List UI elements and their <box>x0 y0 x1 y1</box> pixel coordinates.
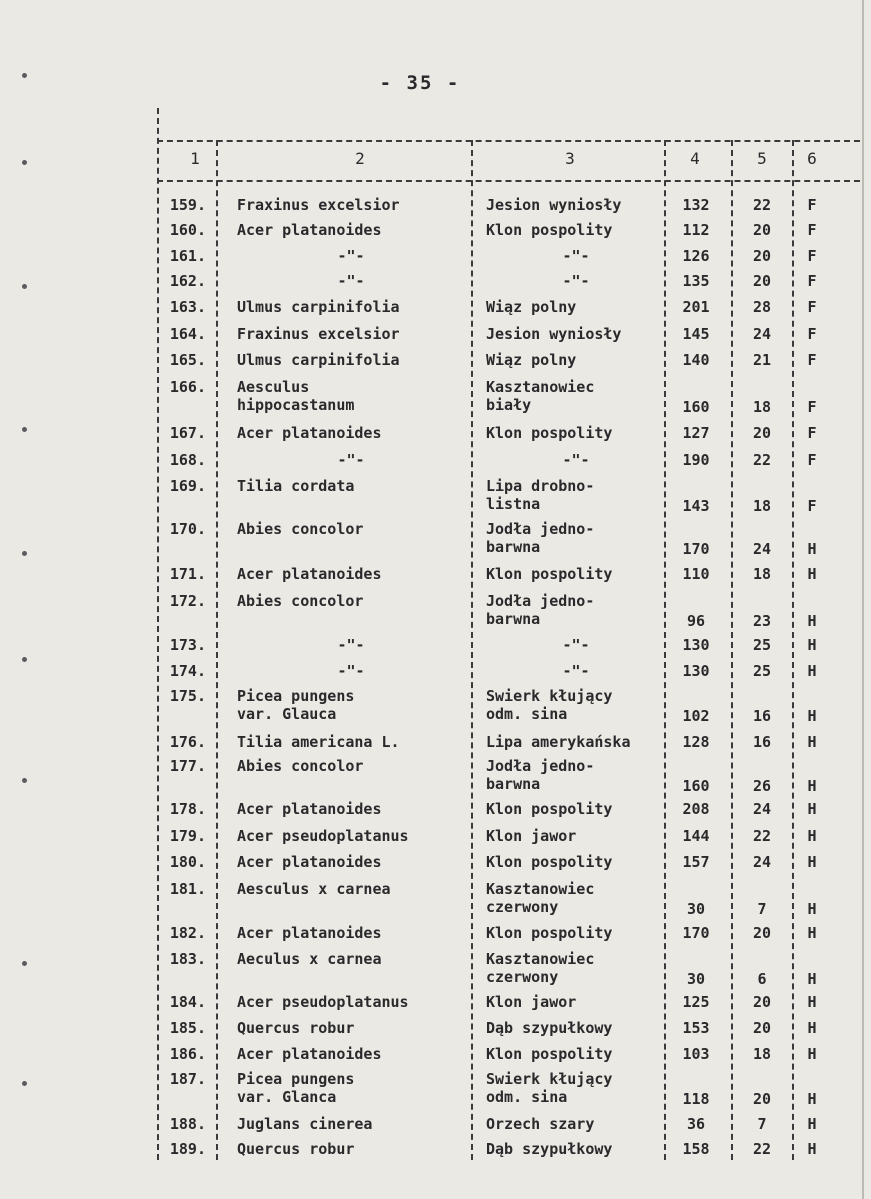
polish-name: Klon pospolity <box>486 221 613 239</box>
row-number: 169. <box>169 477 206 495</box>
latin-name: Acer platanoides <box>237 424 382 442</box>
column-6-value: H <box>807 1090 817 1108</box>
column-4-value: 135 <box>682 272 710 290</box>
column-header-4: 4 <box>690 149 700 168</box>
column-header-5: 5 <box>757 149 767 168</box>
header-top-rule <box>157 140 860 142</box>
column-4-value: 158 <box>682 1140 710 1158</box>
binder-hole <box>22 73 27 78</box>
column-5-value: 7 <box>757 900 767 918</box>
row-number: 172. <box>169 592 206 610</box>
column-5-value: 7 <box>757 1115 767 1133</box>
latin-name: Picea pungens var. Glanca <box>237 1070 355 1106</box>
latin-name: Acer platanoides <box>237 1045 382 1063</box>
latin-name: Tilia americana L. <box>237 733 400 751</box>
latin-name: Ulmus carpinifolia <box>237 351 400 369</box>
column-4-value: 126 <box>682 247 710 265</box>
latin-name: Ulmus carpinifolia <box>237 298 400 316</box>
row-number: 167. <box>169 424 206 442</box>
column-4-value: 103 <box>682 1045 710 1063</box>
row-number: 170. <box>169 520 206 538</box>
column-5-value: 20 <box>752 424 772 442</box>
column-6-value: H <box>807 565 817 583</box>
polish-name: Kasztanowiec czerwony <box>486 880 595 916</box>
column-rule <box>471 140 473 1160</box>
column-4-value: 144 <box>682 827 710 845</box>
column-6-value: F <box>807 451 817 469</box>
column-6-value: H <box>807 662 817 680</box>
row-number: 174. <box>169 662 206 680</box>
column-4-value: 96 <box>686 612 706 630</box>
latin-name: Aeculus x carnea <box>237 950 382 968</box>
row-number: 179. <box>169 827 206 845</box>
polish-name: -"- <box>562 451 590 469</box>
row-number: 161. <box>169 247 206 265</box>
row-number: 186. <box>169 1045 206 1063</box>
column-6-value: H <box>807 777 817 795</box>
column-5-value: 18 <box>752 1045 772 1063</box>
binder-hole <box>22 961 27 966</box>
latin-name: Acer platanoides <box>237 800 382 818</box>
row-number: 188. <box>169 1115 206 1133</box>
binder-hole <box>22 427 27 432</box>
column-6-value: H <box>807 1115 817 1133</box>
page-number: - 35 - <box>379 72 461 94</box>
latin-name: Fraxinus excelsior <box>237 325 400 343</box>
polish-name: -"- <box>562 247 590 265</box>
polish-name: Jodła jedno- barwna <box>486 592 595 628</box>
column-5-value: 20 <box>752 993 772 1011</box>
column-6-value: H <box>807 1019 817 1037</box>
latin-name: Acer pseudoplatanus <box>237 993 409 1011</box>
polish-name: Klon pospolity <box>486 1045 613 1063</box>
column-4-value: 130 <box>682 636 710 654</box>
column-6-value: H <box>807 707 817 725</box>
latin-name: Abies concolor <box>237 520 364 538</box>
latin-name: Acer platanoides <box>237 853 382 871</box>
column-6-value: F <box>807 196 817 214</box>
column-6-value: H <box>807 1140 817 1158</box>
polish-name: Swierk kłujący odm. sina <box>486 1070 613 1106</box>
row-number: 178. <box>169 800 206 818</box>
row-number: 175. <box>169 687 206 705</box>
column-4-value: 102 <box>682 707 710 725</box>
polish-name: Dąb szypułkowy <box>486 1140 613 1158</box>
row-number: 168. <box>169 451 206 469</box>
polish-name: Dąb szypułkowy <box>486 1019 613 1037</box>
latin-name: Acer platanoides <box>237 221 382 239</box>
polish-name: Swierk kłujący odm. sina <box>486 687 613 723</box>
binder-hole <box>22 1081 27 1086</box>
binder-hole <box>22 160 27 165</box>
latin-name: Aesculus hippocastanum <box>237 378 355 414</box>
row-number: 163. <box>169 298 206 316</box>
column-5-value: 18 <box>752 565 772 583</box>
column-6-value: H <box>807 970 817 988</box>
column-4-value: 157 <box>682 853 710 871</box>
polish-name: Klon jawor <box>486 827 577 845</box>
column-6-value: H <box>807 900 817 918</box>
column-4-value: 190 <box>682 451 710 469</box>
page-edge <box>862 0 864 1199</box>
row-number: 177. <box>169 757 206 775</box>
row-number: 166. <box>169 378 206 396</box>
column-header-1: 1 <box>190 149 200 168</box>
latin-name: Acer platanoides <box>237 924 382 942</box>
column-6-value: F <box>807 398 817 416</box>
polish-name: Klon pospolity <box>486 565 613 583</box>
column-5-value: 20 <box>752 1019 772 1037</box>
column-6-value: F <box>807 272 817 290</box>
column-6-value: F <box>807 351 817 369</box>
column-6-value: H <box>807 540 817 558</box>
column-6-value: F <box>807 497 817 515</box>
latin-name: Fraxinus excelsior <box>237 196 400 214</box>
latin-name: Abies concolor <box>237 757 364 775</box>
column-4-value: 36 <box>686 1115 706 1133</box>
row-number: 173. <box>169 636 206 654</box>
column-5-value: 24 <box>752 853 772 871</box>
row-number: 180. <box>169 853 206 871</box>
row-number: 162. <box>169 272 206 290</box>
column-5-value: 22 <box>752 1140 772 1158</box>
polish-name: Lipa amerykańska <box>486 733 631 751</box>
column-6-value: H <box>807 636 817 654</box>
latin-name: Acer platanoides <box>237 565 382 583</box>
column-4-value: 153 <box>682 1019 710 1037</box>
latin-name: -"- <box>337 451 365 469</box>
polish-name: Jodła jedno- barwna <box>486 520 595 556</box>
polish-name: Orzech szary <box>486 1115 595 1133</box>
row-number: 182. <box>169 924 206 942</box>
polish-name: Klon jawor <box>486 993 577 1011</box>
latin-name: -"- <box>337 636 365 654</box>
column-header-3: 3 <box>565 149 575 168</box>
polish-name: Klon pospolity <box>486 800 613 818</box>
column-5-value: 28 <box>752 298 772 316</box>
column-5-value: 18 <box>752 398 772 416</box>
column-5-value: 22 <box>752 196 772 214</box>
latin-name: Abies concolor <box>237 592 364 610</box>
polish-name: Wiąz polny <box>486 298 577 316</box>
column-4-value: 112 <box>682 221 710 239</box>
column-4-value: 127 <box>682 424 710 442</box>
row-number: 183. <box>169 950 206 968</box>
binder-hole <box>22 657 27 662</box>
polish-name: Wiąz polny <box>486 351 577 369</box>
column-4-value: 145 <box>682 325 710 343</box>
row-number: 181. <box>169 880 206 898</box>
row-number: 164. <box>169 325 206 343</box>
column-5-value: 20 <box>752 1090 772 1108</box>
polish-name: -"- <box>562 662 590 680</box>
column-5-value: 22 <box>752 827 772 845</box>
column-6-value: H <box>807 993 817 1011</box>
latin-name: Picea pungens var. Glauca <box>237 687 355 723</box>
polish-name: Jesion wyniosły <box>486 196 622 214</box>
polish-name: -"- <box>562 636 590 654</box>
row-number: 165. <box>169 351 206 369</box>
column-4-value: 125 <box>682 993 710 1011</box>
polish-name: Jodła jedno- barwna <box>486 757 595 793</box>
latin-name: Quercus robur <box>237 1019 355 1037</box>
column-6-value: F <box>807 325 817 343</box>
column-5-value: 18 <box>752 497 772 515</box>
column-5-value: 20 <box>752 247 772 265</box>
column-5-value: 16 <box>752 707 772 725</box>
column-4-value: 160 <box>682 777 710 795</box>
column-6-value: H <box>807 800 817 818</box>
column-header-2: 2 <box>355 149 365 168</box>
row-number: 159. <box>169 196 206 214</box>
polish-name: Kasztanowiec czerwony <box>486 950 595 986</box>
column-4-value: 140 <box>682 351 710 369</box>
column-5-value: 25 <box>752 636 772 654</box>
column-5-value: 22 <box>752 451 772 469</box>
column-4-value: 118 <box>682 1090 710 1108</box>
column-5-value: 20 <box>752 272 772 290</box>
column-4-value: 170 <box>682 540 710 558</box>
column-4-value: 132 <box>682 196 710 214</box>
column-4-value: 110 <box>682 565 710 583</box>
column-5-value: 24 <box>752 540 772 558</box>
polish-name: Kasztanowiec biały <box>486 378 595 414</box>
binder-hole <box>22 551 27 556</box>
polish-name: Klon pospolity <box>486 424 613 442</box>
column-6-value: F <box>807 424 817 442</box>
column-rule <box>157 108 159 1160</box>
column-5-value: 20 <box>752 924 772 942</box>
column-6-value: H <box>807 924 817 942</box>
row-number: 184. <box>169 993 206 1011</box>
latin-name: Tilia cordata <box>237 477 355 495</box>
column-6-value: F <box>807 298 817 316</box>
binder-hole <box>22 284 27 289</box>
column-rule <box>731 140 733 1160</box>
column-5-value: 6 <box>757 970 767 988</box>
latin-name: Quercus robur <box>237 1140 355 1158</box>
latin-name: -"- <box>337 662 365 680</box>
polish-name: Klon pospolity <box>486 853 613 871</box>
row-number: 187. <box>169 1070 206 1088</box>
column-5-value: 24 <box>752 325 772 343</box>
row-number: 185. <box>169 1019 206 1037</box>
column-6-value: F <box>807 221 817 239</box>
latin-name: Juglans cinerea <box>237 1115 373 1133</box>
column-4-value: 30 <box>686 970 706 988</box>
column-5-value: 26 <box>752 777 772 795</box>
row-number: 189. <box>169 1140 206 1158</box>
column-6-value: H <box>807 733 817 751</box>
column-rule <box>792 140 794 1160</box>
row-number: 176. <box>169 733 206 751</box>
column-4-value: 170 <box>682 924 710 942</box>
column-5-value: 16 <box>752 733 772 751</box>
column-4-value: 160 <box>682 398 710 416</box>
latin-name: Acer pseudoplatanus <box>237 827 409 845</box>
column-6-value: H <box>807 853 817 871</box>
column-5-value: 23 <box>752 612 772 630</box>
column-6-value: H <box>807 1045 817 1063</box>
column-5-value: 21 <box>752 351 772 369</box>
column-5-value: 25 <box>752 662 772 680</box>
column-4-value: 128 <box>682 733 710 751</box>
latin-name: -"- <box>337 247 365 265</box>
column-6-value: H <box>807 612 817 630</box>
binder-hole <box>22 778 27 783</box>
column-4-value: 201 <box>682 298 710 316</box>
latin-name: Aesculus x carnea <box>237 880 391 898</box>
column-6-value: H <box>807 827 817 845</box>
column-4-value: 208 <box>682 800 710 818</box>
column-4-value: 130 <box>682 662 710 680</box>
column-header-6: 6 <box>807 149 817 168</box>
latin-name: -"- <box>337 272 365 290</box>
row-number: 160. <box>169 221 206 239</box>
header-bottom-rule <box>157 180 860 182</box>
polish-name: -"- <box>562 272 590 290</box>
column-4-value: 143 <box>682 497 710 515</box>
polish-name: Lipa drobno- listna <box>486 477 595 513</box>
column-rule <box>216 140 218 1160</box>
column-5-value: 20 <box>752 221 772 239</box>
polish-name: Klon pospolity <box>486 924 613 942</box>
column-4-value: 30 <box>686 900 706 918</box>
polish-name: Jesion wyniosły <box>486 325 622 343</box>
row-number: 171. <box>169 565 206 583</box>
column-5-value: 24 <box>752 800 772 818</box>
column-6-value: F <box>807 247 817 265</box>
